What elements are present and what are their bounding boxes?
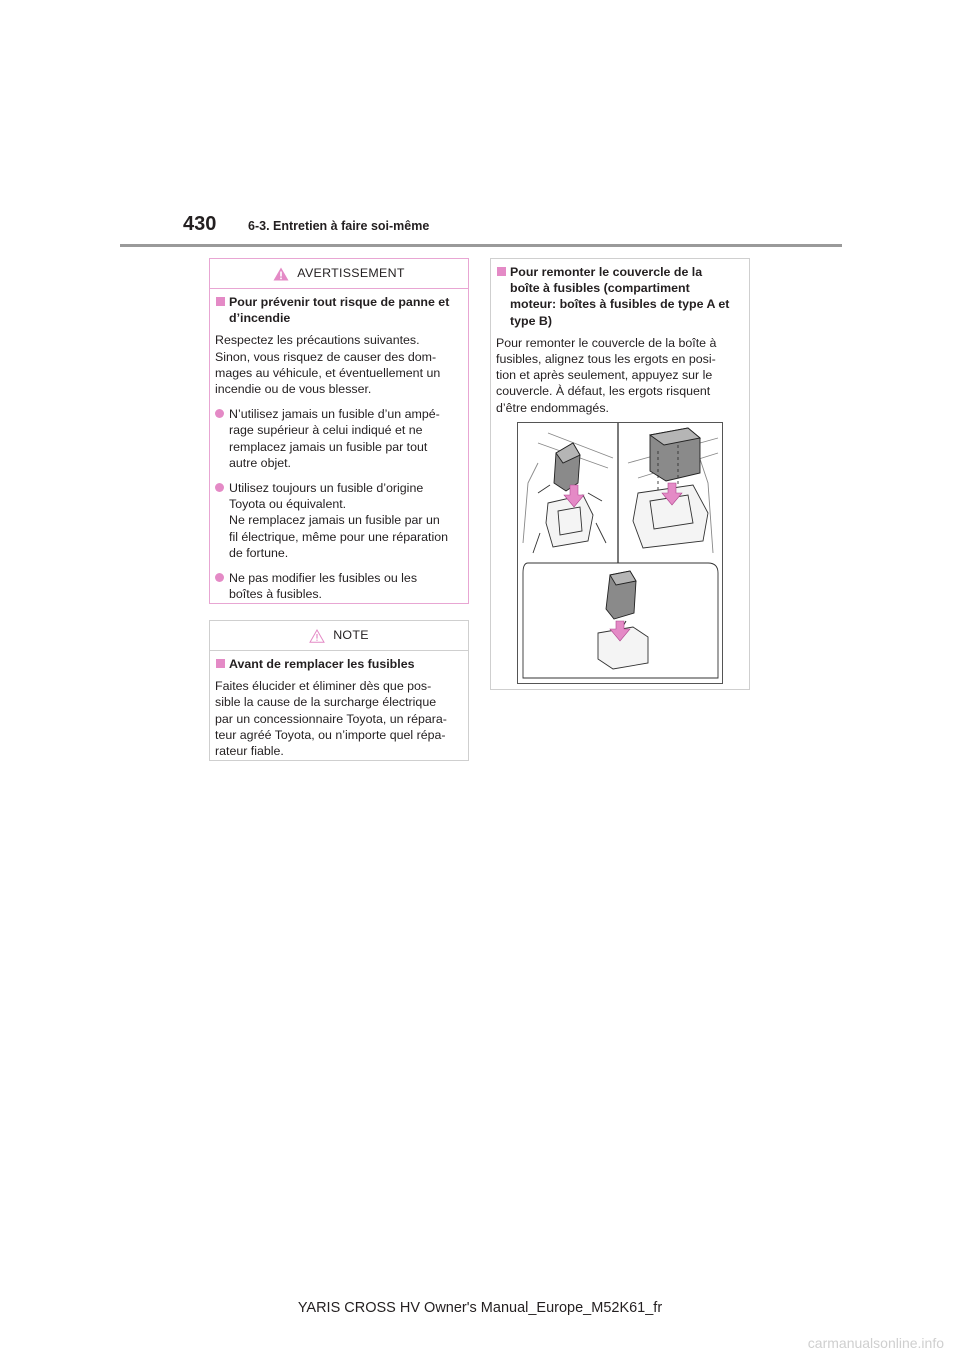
- footer: YARIS CROSS HV Owner's Manual_Europe_M52K61_fr: [297, 1300, 663, 1316]
- header-rule: [120, 244, 842, 247]
- fuse-box-cover-drawing: [518, 423, 722, 683]
- reassembly-text: Pour remonter le couvercle de la boîte à fusibles, alignez tous les ergots en posi- tion et après seulement, appuyez sur le couvercle. À défaut, les ergots risquent d’être endommagés.: [496, 335, 717, 415]
- square-bullet-icon: [216, 297, 225, 306]
- warning-box: [209, 258, 469, 604]
- note-title: NOTE: [333, 628, 369, 643]
- warning-bullet-1: N’utilisez jamais un fusible d’un ampé- rage supérieur à celui indiqué et ne remplacez jamais un fusible par tout autre objet.: [215, 406, 463, 471]
- reassembly-heading: Pour remonter le couvercle de la boîte à fusibles (compartiment moteur: boîtes à fusibles de type A et type B): [496, 264, 744, 329]
- square-bullet-icon: [497, 267, 506, 276]
- caution-outline-icon: [309, 629, 325, 643]
- square-bullet-icon: [216, 659, 225, 668]
- note-header: [210, 621, 468, 651]
- warning-intro: Respectez les précautions suivantes. Sinon, vous risquez de causer des dom- mages au véhicule, et éventuellement un incendie ou de vous blesser.: [215, 333, 441, 397]
- watermark: carmanualsonline.info: [807, 1335, 944, 1351]
- section-title: 6-3. Entretien à faire soi-même: [248, 219, 430, 233]
- fuse-box-cover-illustration: [517, 422, 723, 684]
- circle-bullet-icon: [215, 573, 224, 582]
- circle-bullet-icon: [215, 483, 224, 492]
- warning-bullet-2: Utilisez toujours un fusible d’origine Toyota ou équivalent. Ne remplacez jamais un fusible par un fil électrique, même pour une réparation de fortune.: [215, 480, 463, 561]
- warning-heading: Pour prévenir tout risque de panne et d’incendie: [215, 294, 463, 326]
- note-box: [209, 620, 469, 761]
- warning-title: AVERTISSEMENT: [297, 266, 405, 281]
- note-heading: Avant de remplacer les fusibles: [215, 656, 463, 672]
- page-number: 430: [183, 213, 217, 235]
- warning-header: [210, 259, 468, 289]
- note-text: Faites élucider et éliminer dès que pos- sible la cause de la surcharge électrique par un concessionnaire Toyota, un répara- teur agréé Toyota, ou n’importe quel répa- rateur fiable.: [215, 679, 447, 759]
- circle-bullet-icon: [215, 409, 224, 418]
- warning-triangle-icon: [273, 267, 289, 281]
- warning-bullet-3: Ne pas modifier les fusibles ou les boîtes à fusibles.: [215, 570, 463, 602]
